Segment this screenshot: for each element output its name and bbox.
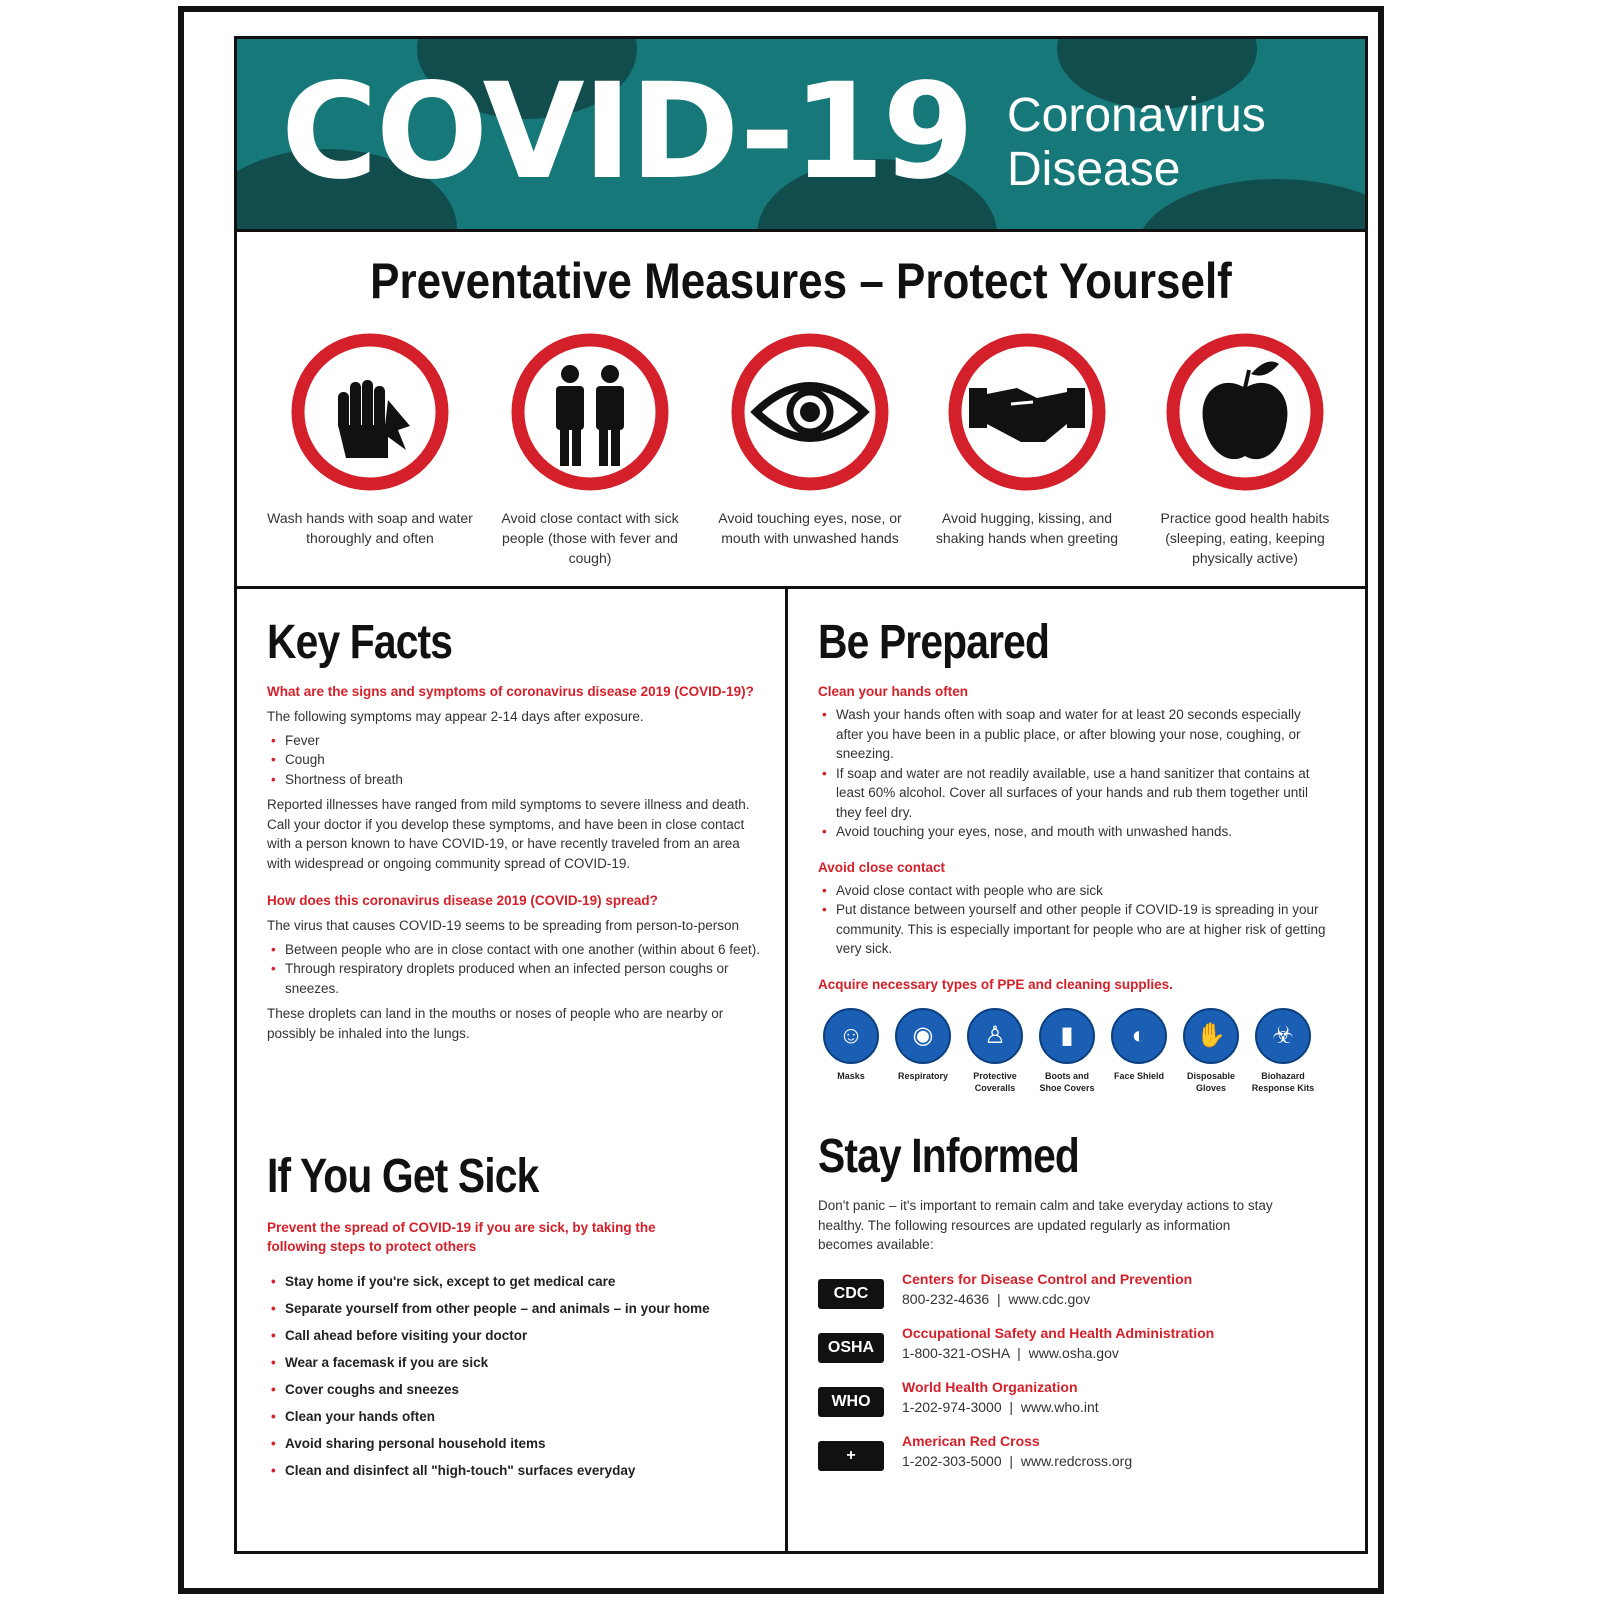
key-facts-heading: Key Facts [267,616,453,669]
biohazard-icon: ☣ [1255,1008,1311,1064]
resource-phone: 1-202-303-5000 [902,1452,1002,1469]
list-item: • Avoid sharing personal household items [285,1430,767,1457]
list-item: • Avoid touching your eyes, nose, and mouth with unwashed hands. [836,822,1328,842]
list-item: • Avoid close contact with people who are sick [836,881,1328,901]
if-sick-section [267,1149,767,1490]
measure-avoid-hugging [922,330,1132,548]
clean-hands-list [818,705,1328,842]
measure-health-habits [1140,330,1350,568]
preventative-heading: Preventative Measures – Protect Yourself [370,253,1232,309]
list-item: • Put distance between yourself and other people if COVID-19 is spreading in your community. This is especially important for people who are at higher risk of getting very sick. [836,900,1328,959]
sick-steps-list [267,1268,767,1484]
if-sick-heading: If You Get Sick [267,1150,539,1203]
key-facts-intro: The following symptoms may appear 2-14 days after exposure. [267,709,644,724]
measure-wash-hands [265,330,475,548]
resource-phone: 1-202-974-3000 [902,1398,1002,1415]
resource-url[interactable]: www.who.int [1020,1398,1099,1415]
list-item: • Fever [285,731,767,751]
list-item: • Wear a facemask if you are sick [285,1349,767,1376]
ppe-item-biohazard [1250,1008,1316,1094]
handshake-icon [945,330,1109,494]
ppe-label: Face Shield [1113,1070,1165,1081]
ppe-label: Disposable Gloves [1186,1070,1235,1093]
resource-name: American Red Cross [902,1432,1040,1449]
coverall-icon: ♙ [967,1008,1023,1064]
resource-name: Occupational Safety and Health Administration [902,1324,1215,1341]
list-item: • If soap and water are not readily available, use a hand sanitizer that contains at least 60% alcohol. Cover all surfaces of your hands and rub them together until they feel dry. [836,764,1328,823]
key-facts-section [267,615,767,1043]
measure-caption: Avoid close contact with sick people (those with fever and cough) [501,510,679,566]
stay-informed-section [818,1129,1328,1471]
face-shield-icon: ◐ [1111,1008,1167,1064]
resource-badge: CDC [818,1279,884,1309]
resource-url[interactable]: www.osha.gov [1028,1344,1119,1361]
list-item: • Wash your hands often with soap and water for at least 20 seconds especially after you have been in a public place, or after blowing your nose, coughing, or sneezing. [836,705,1328,764]
resource-osha [818,1323,1328,1363]
resource-red-cross [818,1431,1328,1471]
ppe-row [818,1008,1328,1094]
measure-caption: Avoid hugging, kissing, and shaking hands when greeting [935,510,1119,546]
avoid-contact-list [818,881,1328,959]
right-column [788,589,1365,1551]
resources-list [818,1269,1328,1471]
resource-contact: 1-202-303-5000 | www.redcross.org [902,1452,1133,1469]
be-prepared-heading: Be Prepared [818,616,1050,669]
symptoms-list [267,731,767,790]
resource-cdc [818,1269,1328,1309]
spread-list [267,940,767,999]
list-item: • Call ahead before visiting your doctor [285,1322,767,1349]
eye-icon [728,330,892,494]
resource-badge: WHO [818,1387,884,1417]
list-item: • Clean your hands often [285,1403,767,1430]
mask-icon: ☺ [823,1008,879,1064]
list-item: • Between people who are in close contact with one another (within about 6 feet). [285,940,767,960]
ppe-label: Biohazard Response Kits [1251,1070,1315,1093]
spread-intro: The virus that causes COVID-19 seems to be spreading from person-to-person [267,918,739,933]
list-item: • Through respiratory droplets produced when an infected person coughs or sneezes. [285,959,767,998]
stay-informed-intro: Don't panic – it's important to remain calm and take everyday actions to stay healthy. The following resources are updated regularly as information becomes available: [818,1198,1273,1252]
boots-icon: ▮ [1039,1008,1095,1064]
preventative-section [237,232,1365,589]
red-cross-icon: + [818,1441,884,1471]
ppe-item-coveralls [962,1008,1028,1094]
ppe-label: Boots and Shoe Covers [1039,1070,1095,1093]
avoid-contact-subheading: Avoid close contact [818,859,946,875]
ppe-item-boots [1034,1008,1100,1094]
subtitle-line-2: Disease [1007,143,1181,196]
be-prepared-section [818,615,1328,1094]
title-banner [237,39,1365,232]
resource-badge: OSHA [818,1333,884,1363]
spread-body: These droplets can land in the mouths or noses of people who are nearby or possibly be inhaled into the lungs. [267,1006,724,1041]
list-item: • Shortness of breath [285,770,767,790]
resource-phone: 800-232-4636 [902,1290,990,1307]
list-item: • Cover coughs and sneezes [285,1376,767,1403]
resource-name: Centers for Disease Control and Prevention [902,1270,1193,1287]
key-facts-question-1: What are the signs and symptoms of coronavirus disease 2019 (COVID-19)? [267,684,754,699]
if-sick-subheading: Prevent the spread of COVID-19 if you are sick, by taking the following steps to protect others [267,1220,656,1254]
resource-who [818,1377,1328,1417]
resource-name: World Health Organization [902,1378,1078,1395]
measure-avoid-contact [485,330,695,568]
measure-avoid-touching [705,330,915,548]
ppe-item-respiratory [890,1008,956,1094]
stay-informed-heading: Stay Informed [818,1130,1080,1183]
ppe-subheading: Acquire necessary types of PPE and cleaning supplies. [818,976,1173,992]
resource-contact: 1-800-321-OSHA | www.osha.gov [902,1344,1119,1361]
respirator-icon: ◉ [895,1008,951,1064]
resource-url[interactable]: www.cdc.gov [1008,1290,1091,1307]
covid-title: COVID-19 [281,55,973,209]
measure-caption: Avoid touching eyes, nose, or mouth with unwashed hands [718,510,902,546]
list-item: • Clean and disinfect all "high-touch" surfaces everyday [285,1457,767,1484]
resource-contact: 800-232-4636 | www.cdc.gov [902,1290,1091,1307]
ppe-label: Masks [837,1070,865,1081]
list-item: • Stay home if you're sick, except to get medical care [285,1268,767,1295]
wash-hands-icon [288,330,452,494]
resource-phone: 1-800-321-OSHA [902,1344,1010,1361]
ppe-label: Respiratory [897,1070,949,1081]
covid-subtitle [1007,89,1266,197]
measure-caption: Wash hands with soap and water thoroughly and often [267,510,473,546]
apple-icon [1163,330,1327,494]
ppe-label: Protective Coveralls [973,1070,1017,1093]
poster [234,36,1368,1554]
ppe-item-masks [818,1008,884,1094]
ppe-item-face-shield [1106,1008,1172,1094]
measure-caption: Practice good health habits (sleeping, eating, keeping physically active) [1160,510,1330,566]
ppe-item-gloves [1178,1008,1244,1094]
key-facts-question-2: How does this coronavirus disease 2019 (COVID-19) spread? [267,893,658,908]
people-icon [508,330,672,494]
left-column [237,589,788,1551]
gloves-icon: ✋ [1183,1008,1239,1064]
clean-hands-subheading: Clean your hands often [818,684,969,699]
list-item: • Cough [285,750,767,770]
resource-url[interactable]: www.redcross.org [1020,1452,1133,1469]
resource-contact: 1-202-974-3000 | www.who.int [902,1398,1099,1415]
key-facts-body: Reported illnesses have ranged from mild symptoms to severe illness and death. Call your doctor if you develop these symptoms, and have been in close contact with a person known to have COVID-19, or have recently traveled from an area with widespread or ongoing community spread of COVID-19. [267,797,750,871]
list-item: • Separate yourself from other people – and animals – in your home [285,1295,767,1322]
subtitle-line-1: Coronavirus [1007,89,1266,142]
